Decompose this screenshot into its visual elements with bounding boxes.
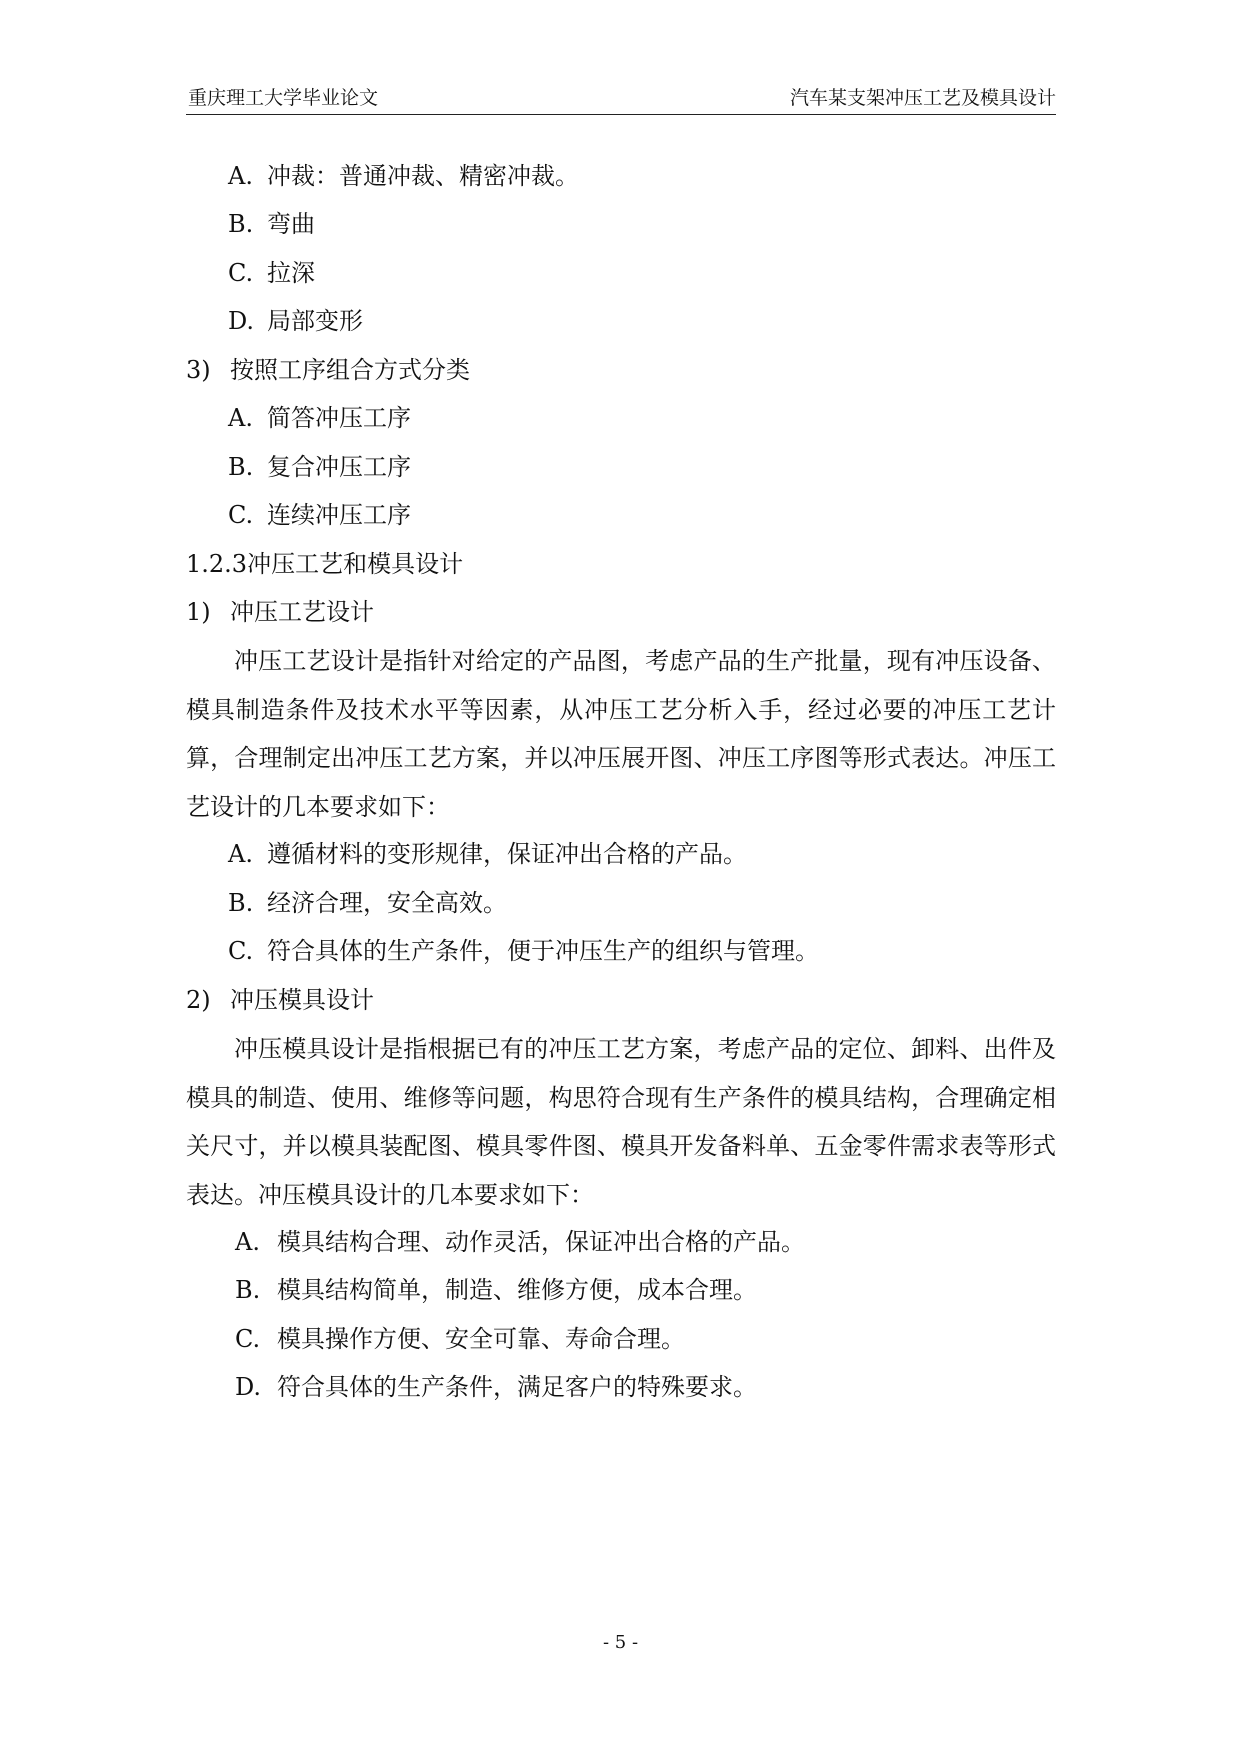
list-item: C. 连续冲压工序 bbox=[228, 501, 411, 529]
list-item: A. 简答冲压工序 bbox=[228, 404, 411, 432]
list-item: A. 冲裁：普通冲裁、精密冲裁。 bbox=[228, 162, 579, 190]
list-item: B. 弯曲 bbox=[228, 210, 315, 238]
page-number: - 5 - bbox=[602, 1632, 639, 1653]
list-item: D. 符合具体的生产条件，满足客户的特殊要求。 bbox=[235, 1373, 757, 1401]
page-header bbox=[186, 86, 1056, 115]
list-item: C. 拉深 bbox=[228, 259, 315, 287]
list-item: C. 符合具体的生产条件，便于冲压生产的组织与管理。 bbox=[228, 937, 819, 965]
numbered-heading: 3) 按照工序组合方式分类 bbox=[186, 356, 470, 384]
list-item: C. 模具操作方便、安全可靠、寿命合理。 bbox=[235, 1325, 685, 1353]
list-item: B. 复合冲压工序 bbox=[228, 453, 411, 481]
section-heading: 1.2.3冲压工艺和模具设计 bbox=[186, 550, 464, 578]
header-right-title: 汽车某支架冲压工艺及模具设计 bbox=[789, 87, 1056, 109]
list-item: B. 模具结构简单，制造、维修方便，成本合理。 bbox=[235, 1276, 757, 1304]
list-item: B. 经济合理，安全高效。 bbox=[228, 889, 507, 917]
subsection-heading: 1) 冲压工艺设计 bbox=[186, 598, 374, 626]
list-item: D. 局部变形 bbox=[228, 307, 363, 335]
list-item: A. 遵循材料的变形规律，保证冲出合格的产品。 bbox=[228, 840, 747, 868]
header-left-title: 重庆理工大学毕业论文 bbox=[188, 87, 379, 109]
subsection-heading: 2) 冲压模具设计 bbox=[186, 986, 374, 1014]
paragraph: 冲压工艺设计是指针对给定的产品图，考虑产品的生产批量，现有冲压设备、模具制造条件及技术水平等因素，从冲压工艺分析入手，经过必要的冲压工艺计算，合理制定出冲压工艺方案，并以冲压展开图、冲压工序图等形式表达。冲压工艺设计的几本要求如下： bbox=[186, 647, 1056, 821]
paragraph: 冲压模具设计是指根据已有的冲压工艺方案，考虑产品的定位、卸料、出件及模具的制造、使用、维修等问题，构思符合现有生产条件的模具结构，合理确定相关尺寸，并以模具装配图、模具零件图、模具开发备料单、五金零件需求表等形式表达。冲压模具设计的几本要求如下： bbox=[186, 1035, 1056, 1209]
list-item: A. 模具结构合理、动作灵活，保证冲出合格的产品。 bbox=[235, 1228, 805, 1256]
